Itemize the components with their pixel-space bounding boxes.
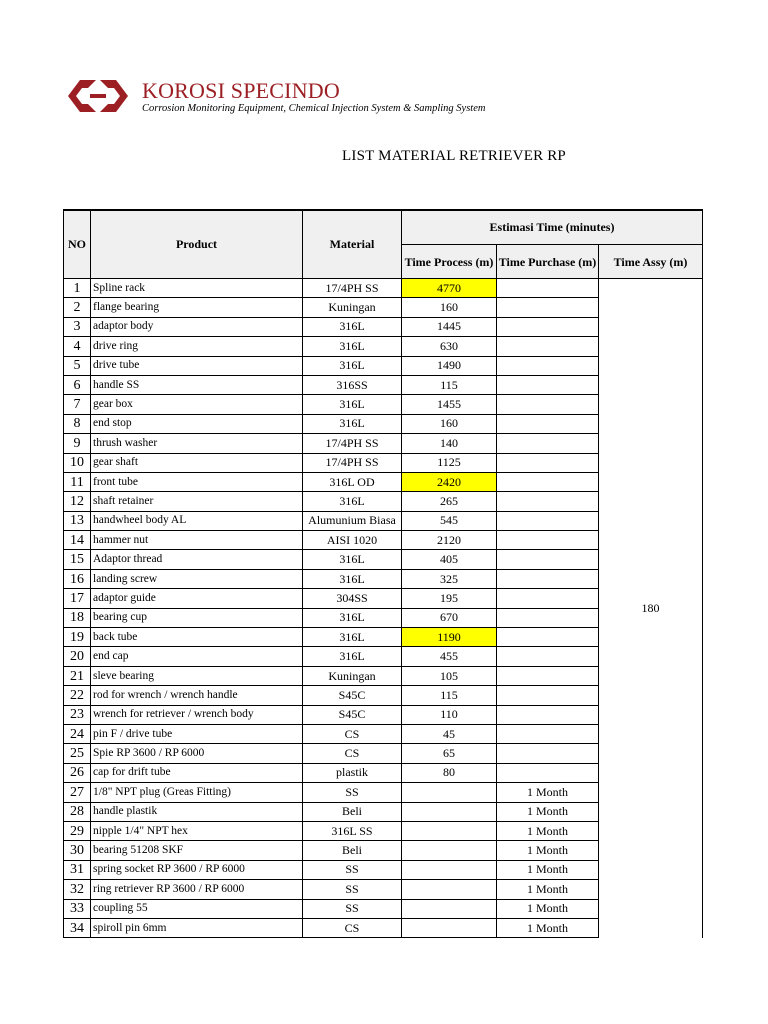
row-time-purchase	[497, 686, 599, 705]
row-product: end cap	[91, 647, 303, 666]
row-time-purchase: 1 Month	[497, 783, 599, 802]
company-tagline: Corrosion Monitoring Equipment, Chemical Injection System & Sampling System	[142, 103, 486, 114]
row-product: cap for drift tube	[91, 763, 303, 782]
row-material: S45C	[303, 705, 402, 724]
row-time-purchase: 1 Month	[497, 899, 599, 918]
company-header	[66, 74, 666, 122]
row-time-process: 1125	[402, 453, 497, 472]
row-material: Kuningan	[303, 666, 402, 685]
row-no: 3	[64, 317, 91, 336]
row-time-purchase	[497, 608, 599, 627]
row-material: 316L	[303, 337, 402, 356]
row-time-process: 1445	[402, 317, 497, 336]
row-product: pin F / drive tube	[91, 724, 303, 743]
row-time-process	[402, 899, 497, 918]
row-material: SS	[303, 880, 402, 899]
row-no: 27	[64, 783, 91, 802]
row-time-process: 65	[402, 744, 497, 763]
header-product: Product	[91, 210, 303, 279]
row-no: 22	[64, 686, 91, 705]
row-material: 304SS	[303, 589, 402, 608]
row-time-purchase: 1 Month	[497, 802, 599, 821]
row-time-purchase	[497, 666, 599, 685]
row-material: 17/4PH SS	[303, 434, 402, 453]
row-time-process	[402, 841, 497, 860]
row-time-purchase	[497, 279, 599, 298]
time-assy-value: 180	[599, 279, 703, 938]
row-no: 15	[64, 550, 91, 569]
header-material: Material	[303, 210, 402, 279]
row-product: handle plastik	[91, 802, 303, 821]
row-product: drive tube	[91, 356, 303, 375]
row-time-process	[402, 860, 497, 879]
row-no: 2	[64, 298, 91, 317]
row-time-process	[402, 821, 497, 840]
row-product: sleve bearing	[91, 666, 303, 685]
material-table	[63, 209, 703, 938]
row-no: 13	[64, 511, 91, 530]
row-no: 6	[64, 375, 91, 394]
row-material: 316L	[303, 647, 402, 666]
row-material: CS	[303, 724, 402, 743]
table-body	[64, 279, 703, 938]
row-product: drive ring	[91, 337, 303, 356]
row-time-purchase	[497, 628, 599, 647]
row-product: end stop	[91, 414, 303, 433]
row-time-process: 1455	[402, 395, 497, 414]
row-time-purchase: 1 Month	[497, 880, 599, 899]
row-material: 316L OD	[303, 472, 402, 491]
row-product: spiroll pin 6mm	[91, 918, 303, 937]
row-time-purchase	[497, 511, 599, 530]
row-material: 316L	[303, 608, 402, 627]
company-logo-icon	[66, 76, 130, 116]
row-material: 316L	[303, 550, 402, 569]
row-time-purchase: 1 Month	[497, 918, 599, 937]
row-product: wrench for retriever / wrench body	[91, 705, 303, 724]
row-material: SS	[303, 860, 402, 879]
row-no: 24	[64, 724, 91, 743]
row-product: gear shaft	[91, 453, 303, 472]
row-time-purchase: 1 Month	[497, 821, 599, 840]
row-time-process: 670	[402, 608, 497, 627]
row-product: back tube	[91, 628, 303, 647]
row-no: 21	[64, 666, 91, 685]
row-time-purchase	[497, 453, 599, 472]
row-time-purchase	[497, 724, 599, 743]
row-no: 34	[64, 918, 91, 937]
header-estimasi-time: Estimasi Time (minutes)	[402, 210, 703, 245]
row-time-purchase	[497, 569, 599, 588]
row-product: bearing cup	[91, 608, 303, 627]
table-row	[64, 279, 703, 298]
row-time-process: 630	[402, 337, 497, 356]
row-time-purchase: 1 Month	[497, 860, 599, 879]
row-material: CS	[303, 744, 402, 763]
row-time-process: 110	[402, 705, 497, 724]
row-product: flange bearing	[91, 298, 303, 317]
row-time-process: 545	[402, 511, 497, 530]
row-time-process: 265	[402, 492, 497, 511]
row-no: 23	[64, 705, 91, 724]
row-product: nipple 1/4" NPT hex	[91, 821, 303, 840]
row-material: 17/4PH SS	[303, 453, 402, 472]
row-no: 19	[64, 628, 91, 647]
row-no: 30	[64, 841, 91, 860]
row-no: 7	[64, 395, 91, 414]
row-time-process	[402, 783, 497, 802]
row-no: 18	[64, 608, 91, 627]
row-time-purchase	[497, 337, 599, 356]
row-no: 12	[64, 492, 91, 511]
row-time-process: 325	[402, 569, 497, 588]
row-product: rod for wrench / wrench handle	[91, 686, 303, 705]
row-time-process: 195	[402, 589, 497, 608]
row-time-process	[402, 880, 497, 899]
row-material: SS	[303, 899, 402, 918]
row-time-process: 160	[402, 298, 497, 317]
row-time-purchase	[497, 763, 599, 782]
row-no: 4	[64, 337, 91, 356]
row-time-process: 105	[402, 666, 497, 685]
row-material: Alumunium Biasa	[303, 511, 402, 530]
row-product: bearing 51208 SKF	[91, 841, 303, 860]
row-time-purchase	[497, 434, 599, 453]
row-time-purchase	[497, 531, 599, 550]
row-material: SS	[303, 783, 402, 802]
row-time-process: 455	[402, 647, 497, 666]
row-time-purchase	[497, 395, 599, 414]
row-no: 26	[64, 763, 91, 782]
row-material: 316L	[303, 569, 402, 588]
row-time-purchase	[497, 375, 599, 394]
row-time-purchase	[497, 744, 599, 763]
row-material: 316L	[303, 492, 402, 511]
row-material: 17/4PH SS	[303, 279, 402, 298]
row-no: 17	[64, 589, 91, 608]
row-material: Beli	[303, 802, 402, 821]
company-name: KOROSI SPECINDO	[142, 78, 340, 103]
header-no: NO	[64, 210, 91, 279]
row-material: plastik	[303, 763, 402, 782]
row-time-process: 115	[402, 375, 497, 394]
row-time-process: 115	[402, 686, 497, 705]
row-time-process: 1490	[402, 356, 497, 375]
row-time-process: 160	[402, 414, 497, 433]
row-time-purchase	[497, 705, 599, 724]
row-time-purchase	[497, 356, 599, 375]
row-time-process: 80	[402, 763, 497, 782]
row-no: 9	[64, 434, 91, 453]
row-no: 29	[64, 821, 91, 840]
row-time-process	[402, 802, 497, 821]
row-time-purchase	[497, 472, 599, 491]
row-time-process: 45	[402, 724, 497, 743]
row-product: adaptor guide	[91, 589, 303, 608]
row-time-process: 2120	[402, 531, 497, 550]
row-no: 5	[64, 356, 91, 375]
row-material: Kuningan	[303, 298, 402, 317]
row-product: shaft retainer	[91, 492, 303, 511]
row-material: Beli	[303, 841, 402, 860]
row-material: 316L	[303, 356, 402, 375]
row-no: 28	[64, 802, 91, 821]
row-product: adaptor body	[91, 317, 303, 336]
row-product: hammer nut	[91, 531, 303, 550]
row-product: coupling 55	[91, 899, 303, 918]
row-material: AISI 1020	[303, 531, 402, 550]
header-time-assy: Time Assy (m)	[599, 245, 703, 279]
row-time-purchase	[497, 589, 599, 608]
row-no: 11	[64, 472, 91, 491]
row-time-process: 2420	[402, 472, 497, 491]
row-product: gear box	[91, 395, 303, 414]
row-material: S45C	[303, 686, 402, 705]
row-product: handle SS	[91, 375, 303, 394]
row-time-purchase	[497, 492, 599, 511]
header-time-purchase: Time Purchase (m)	[497, 245, 599, 279]
row-no: 31	[64, 860, 91, 879]
row-no: 14	[64, 531, 91, 550]
row-time-process: 4770	[402, 279, 497, 298]
row-time-purchase	[497, 317, 599, 336]
row-material: 316L	[303, 317, 402, 336]
row-time-purchase: 1 Month	[497, 841, 599, 860]
row-time-purchase	[497, 414, 599, 433]
row-time-purchase	[497, 550, 599, 569]
row-time-process	[402, 918, 497, 937]
row-product: thrush washer	[91, 434, 303, 453]
row-product: handwheel body AL	[91, 511, 303, 530]
row-time-process: 1190	[402, 628, 497, 647]
header-time-process: Time Process (m)	[402, 245, 497, 279]
row-product: Spie RP 3600 / RP 6000	[91, 744, 303, 763]
row-material: 316L	[303, 414, 402, 433]
row-product: 1/8" NPT plug (Greas Fitting)	[91, 783, 303, 802]
row-material: 316L SS	[303, 821, 402, 840]
row-material: CS	[303, 918, 402, 937]
document-title: LIST MATERIAL RETRIEVER RP	[342, 148, 566, 164]
row-no: 33	[64, 899, 91, 918]
row-product: spring socket RP 3600 / RP 6000	[91, 860, 303, 879]
row-no: 25	[64, 744, 91, 763]
row-material: 316SS	[303, 375, 402, 394]
row-no: 10	[64, 453, 91, 472]
row-no: 32	[64, 880, 91, 899]
row-product: Spline rack	[91, 279, 303, 298]
row-time-purchase	[497, 298, 599, 317]
row-no: 8	[64, 414, 91, 433]
row-product: Adaptor thread	[91, 550, 303, 569]
row-material: 316L	[303, 395, 402, 414]
row-product: ring retriever RP 3600 / RP 6000	[91, 880, 303, 899]
row-no: 16	[64, 569, 91, 588]
row-time-process: 405	[402, 550, 497, 569]
row-no: 1	[64, 279, 91, 298]
row-time-purchase	[497, 647, 599, 666]
row-product: landing screw	[91, 569, 303, 588]
row-no: 20	[64, 647, 91, 666]
row-material: 316L	[303, 628, 402, 647]
row-product: front tube	[91, 472, 303, 491]
row-time-process: 140	[402, 434, 497, 453]
